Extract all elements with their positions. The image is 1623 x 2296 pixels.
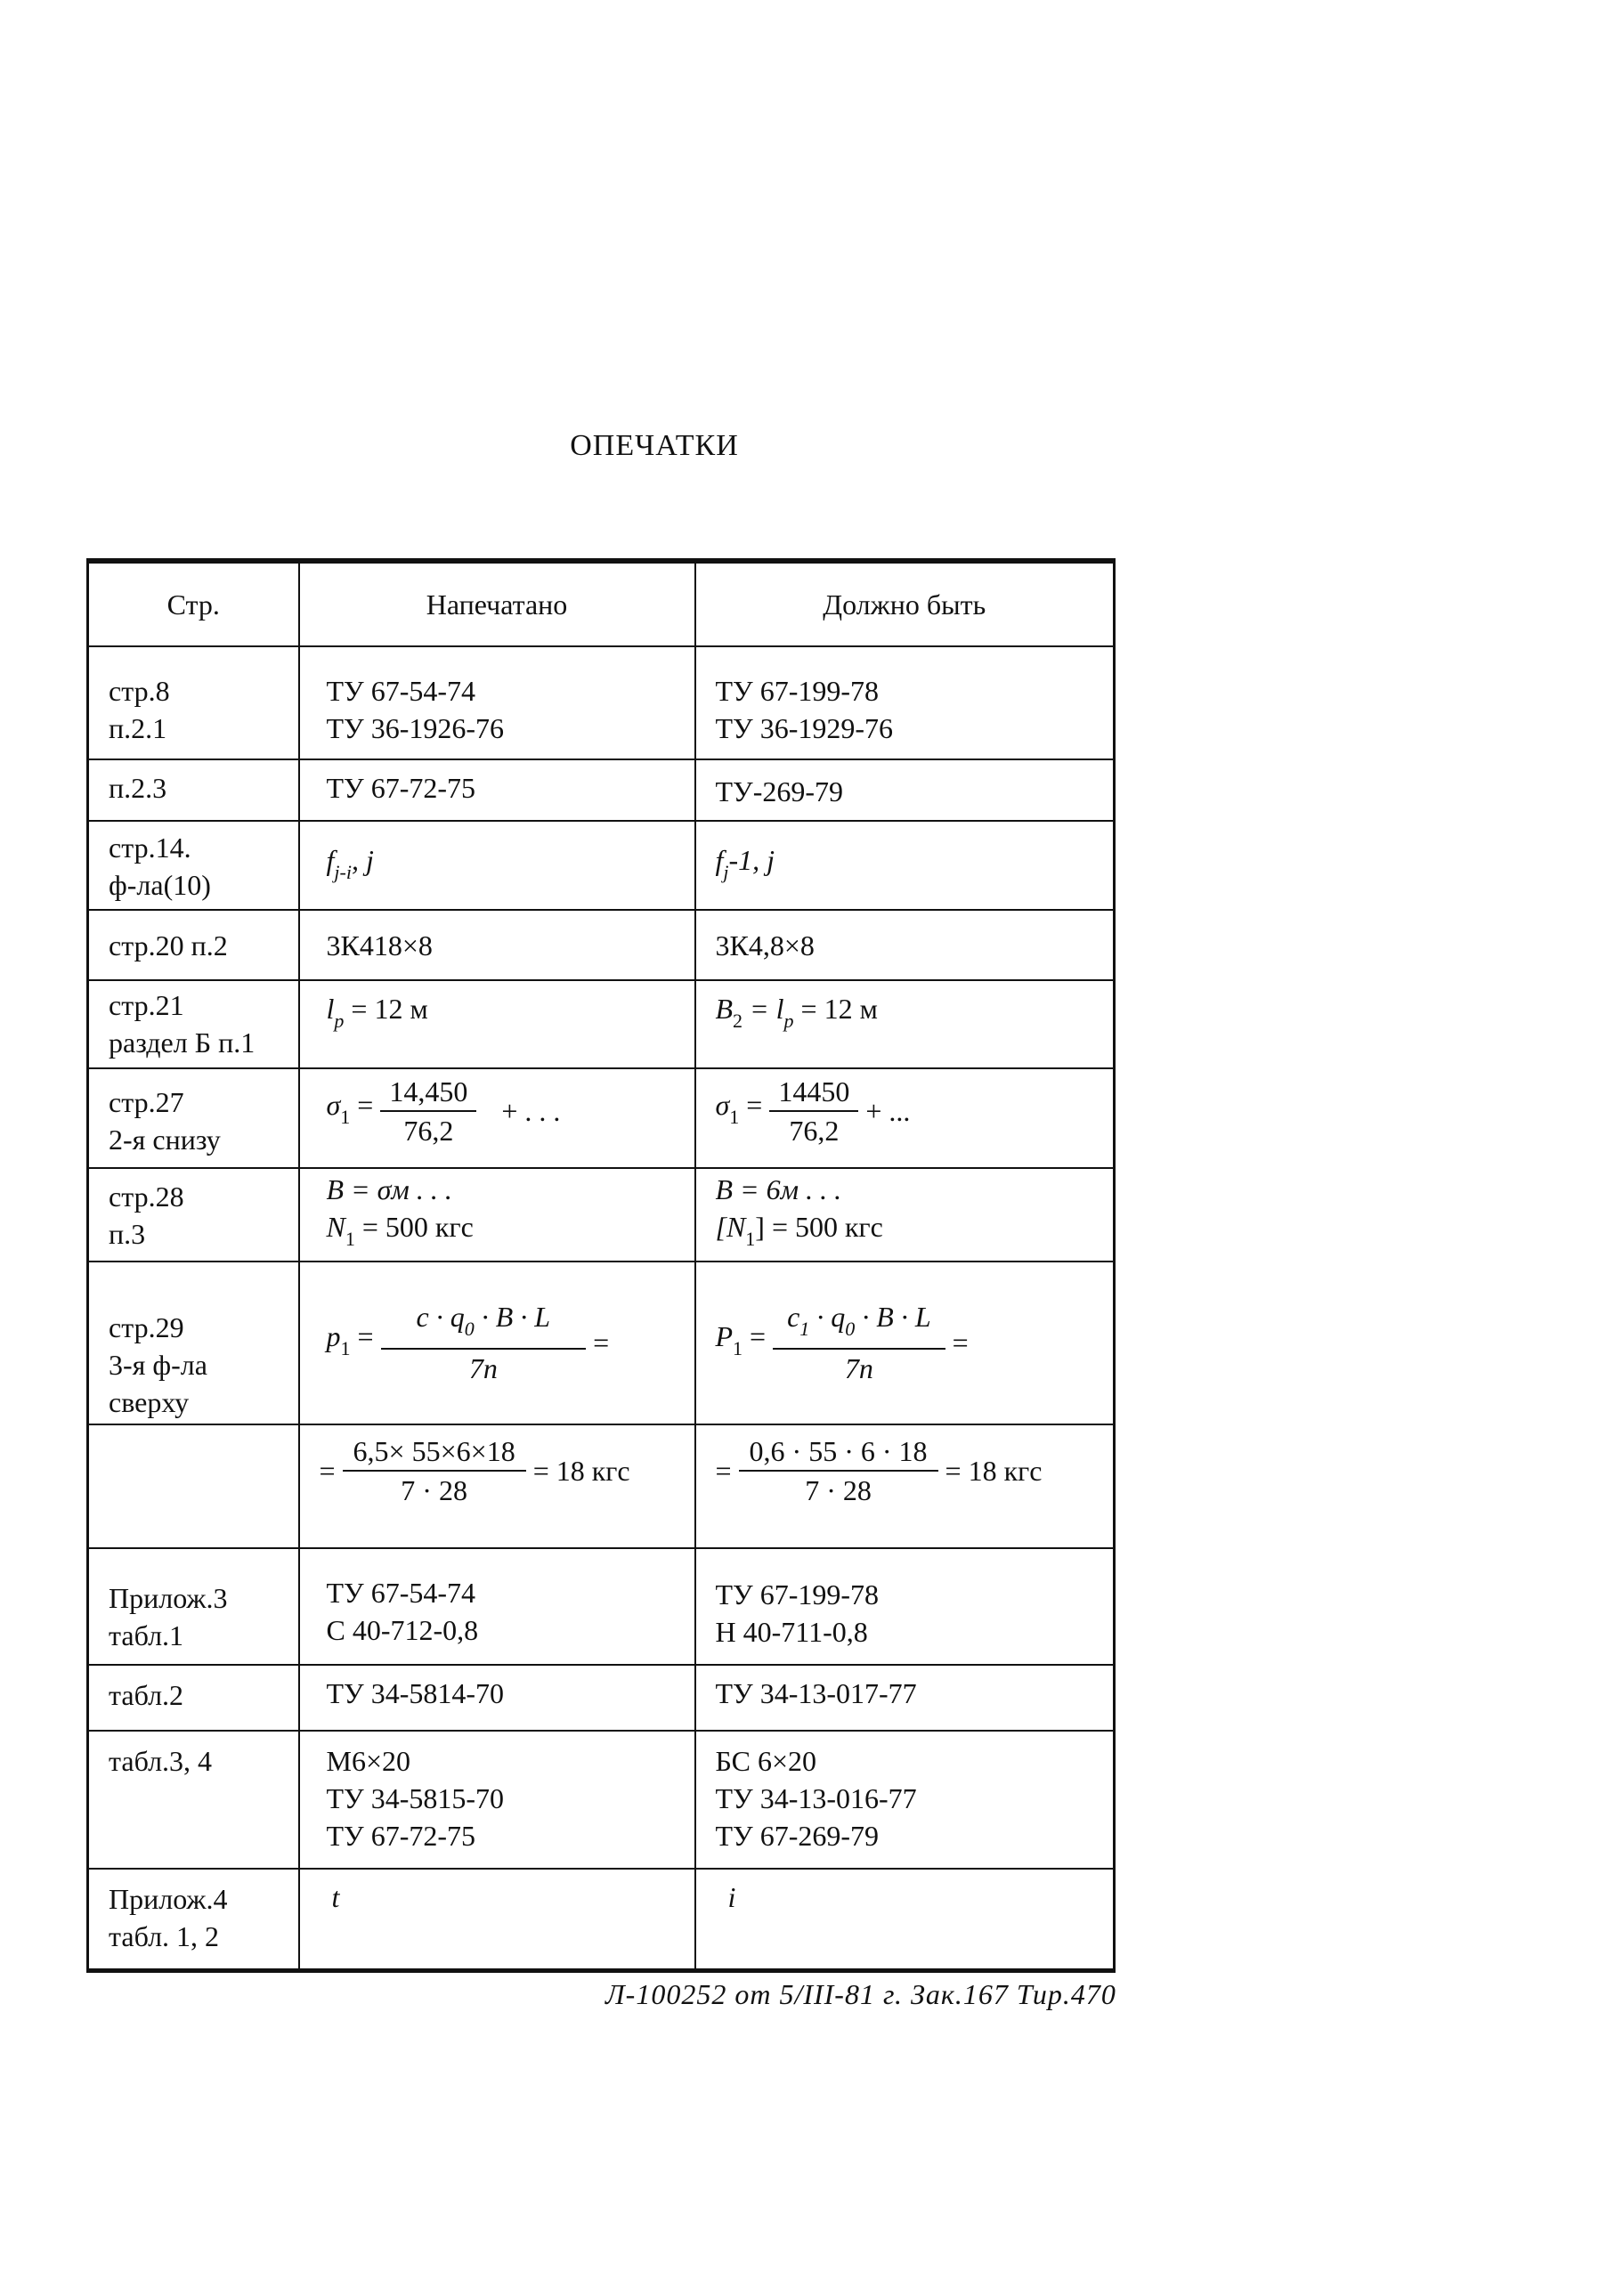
fraction: $\frac{6,5\times 55\times 6\times 18}{7 \cdot 28}$ [343,1432,526,1509]
should-be-cell: $f_j-1$, j [695,821,1115,910]
table-row [88,759,1115,821]
printed-cell: ТУ 67-54-74 ТУ 36-1926-76 [299,646,695,759]
page-cell: табл.2 [88,1665,299,1731]
table-row [88,821,1115,910]
fraction: $\frac{c_1 \cdot q_0 \cdot B \cdot L}{7n}$ [773,1298,945,1387]
errata-table [86,558,1116,1973]
page-cell: Прилож.4 табл. 1, 2 [88,1869,299,1970]
printed-cell: $l_p = 12$ м [299,980,695,1068]
should-be-cell: $P_1$ = $\frac{c_1 \cdot q_0 \cdot B \cdot L}{7n}$ = [695,1262,1115,1424]
fraction: $\frac{0,6 \cdot 55 \cdot 6 \cdot 18}{7 \cdot 28}$ [739,1432,938,1509]
should-be-cell: ТУ 34-13-017-77 [695,1665,1115,1731]
printed-cell: 3К418×8 [299,910,695,980]
table-row [88,1068,1115,1168]
should-be-cell: ТУ-269-79 [695,759,1115,821]
fraction: $\frac{14,450}{76,2}$ [380,1073,476,1149]
printed-cell: $f_{j-i}$, j [299,821,695,910]
printed-cell: B = σм . . . $N_1 = 500$ кгс [299,1168,695,1262]
print-footer: Л-100252 от 5/III-81 г. Зак.167 Тир.470 [605,1978,1116,2010]
page-cell: стр.8 п.2.1 [88,646,299,759]
table-row [88,980,1115,1068]
should-be-cell: i [695,1869,1115,1970]
page-title: ОПЕЧАТКИ [570,429,739,462]
should-be-cell: ТУ 67-199-78 Н 40-711-0,8 [695,1548,1115,1665]
page-cell: стр.20 п.2 [88,910,299,980]
page-cell: табл.3, 4 [88,1731,299,1869]
printed-cell: t [299,1869,695,1970]
printed-cell: ТУ 67-72-75 [299,759,695,821]
printed-cell: ТУ 34-5814-70 [299,1665,695,1731]
page-cell: п.2.3 [88,759,299,821]
page-cell: стр.27 2-я снизу [88,1068,299,1168]
table-row [88,1665,1115,1731]
table-row [88,910,1115,980]
should-be-cell: 3К4,8×8 [695,910,1115,980]
table-header-row [88,561,1115,646]
fraction: $\frac{c \cdot q_0 \cdot B \cdot L}{7n}$ [381,1298,587,1387]
table-row [88,1869,1115,1970]
header-should-be: Должно быть [695,561,1115,646]
page-cell: стр.28 п.3 [88,1168,299,1262]
printed-cell: М6×20 ТУ 34-5815-70 ТУ 67-72-75 [299,1731,695,1869]
table-row [88,1262,1115,1424]
page-cell [88,1424,299,1548]
table-row [88,1168,1115,1262]
page-cell: стр.14. ф-ла(10) [88,821,299,910]
should-be-cell: $\sigma_1$ = $\frac{14450}{76,2}$ + ... [695,1068,1115,1168]
header-page: Стр. [88,561,299,646]
table-row [88,1731,1115,1869]
should-be-cell: ТУ 67-199-78 ТУ 36-1929-76 [695,646,1115,759]
should-be-cell: $B_2 = l_p = 12$ м [695,980,1115,1068]
page-cell: стр.29 3-я ф-ла сверху [88,1262,299,1424]
page-cell: Прилож.3 табл.1 [88,1548,299,1665]
table-row [88,646,1115,759]
table-row [88,1548,1115,1665]
printed-cell: ТУ 67-54-74 С 40-712-0,8 [299,1548,695,1665]
printed-cell: $p_1$ = $\frac{c \cdot q_0 \cdot B \cdot L}{7n}$ = [299,1262,695,1424]
printed-cell: $\sigma_1$ = $\frac{14,450}{76,2}$ + . . . [299,1068,695,1168]
should-be-cell: B = 6м . . . $[N_1] = 500$ кгс [695,1168,1115,1262]
should-be-cell: = $\frac{0,6 \cdot 55 \cdot 6 \cdot 18}{7 \cdot 28}$ = 18 кгс [695,1424,1115,1548]
page-cell: стр.21 раздел Б п.1 [88,980,299,1068]
printed-cell: = $\frac{6,5\times 55\times 6\times 18}{7 \cdot 28}$ = 18 кгс [299,1424,695,1548]
should-be-cell: БС 6×20 ТУ 34-13-016-77 ТУ 67-269-79 [695,1731,1115,1869]
fraction: $\frac{14450}{76,2}$ [769,1073,858,1149]
header-printed: Напечатано [299,561,695,646]
table-row [88,1424,1115,1548]
